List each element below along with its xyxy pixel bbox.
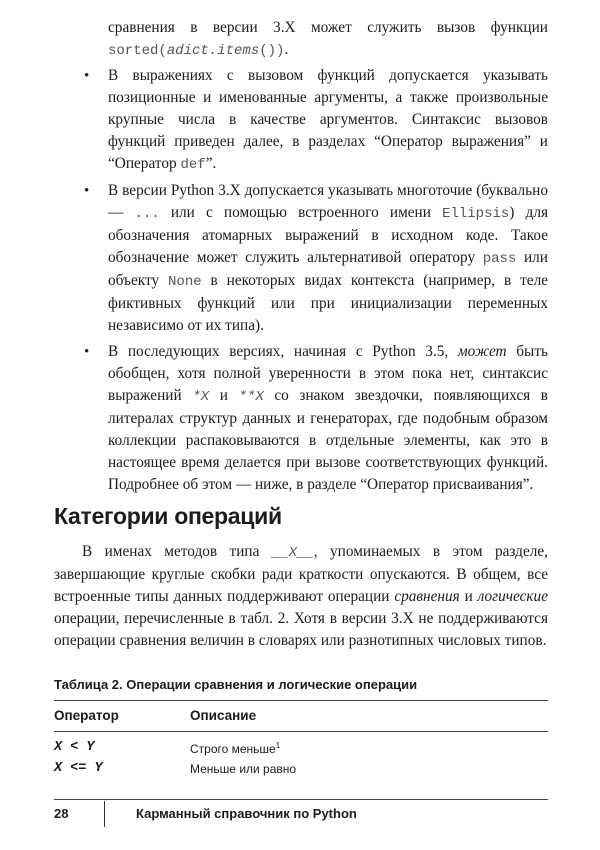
description-text: Меньше или равно — [190, 762, 297, 776]
footnote-marker: 1 — [275, 741, 281, 750]
bullet-item-call-args — [84, 65, 548, 176]
bullet-item-ellipsis — [84, 180, 548, 337]
table-row-operator: X < Y — [54, 740, 95, 755]
code-star-x: *X — [192, 389, 210, 405]
emphasis-comparison: сравнения — [394, 588, 460, 605]
section-heading: Категории операций — [54, 503, 282, 529]
para-text: В именах методов типа — [82, 543, 272, 560]
bullet-icon: • — [84, 68, 90, 84]
code-sorted: sorted( — [108, 43, 167, 59]
bullet-text: ”. — [205, 155, 217, 172]
code-double-star-x: **X — [238, 389, 264, 405]
code-none: None — [168, 274, 202, 290]
bullet-text: В выражениях с вызовом функций допускается указывать позиционные и именованные аргументы, а также произвольные крупные числа в качестве аргументов. Синтаксис вызовов функций приведен далее, в разделах “Оператор выражения” и “Оператор — [108, 67, 548, 172]
bullet-text: или объекту — [108, 249, 548, 289]
bullet-text: и — [209, 387, 239, 404]
bullet-item-star-syntax — [84, 341, 549, 496]
bullet-text: В версии Python 3.X допускается указывать многоточие (буквально — — [108, 182, 548, 221]
code-dunder-x: __X__ — [271, 545, 314, 561]
para-text: и — [459, 588, 478, 605]
emphasis-logical: логические — [477, 588, 548, 605]
table-header-description: Описание — [190, 708, 257, 723]
section-paragraph — [54, 541, 548, 652]
bullet-text: в некоторых видах контекста (например, в теле фиктивных функций или при инициализации переменных независимо от их типа). — [108, 272, 548, 334]
code-pass: pass — [482, 251, 517, 267]
description-text: Строго меньше — [190, 742, 276, 756]
bullet-text: ) для обозначения атомарных выражений в исходном коде. Такое обозначение может служить альтернативой оператору — [108, 204, 548, 266]
table-header-rule — [54, 731, 548, 732]
table-row-description — [190, 762, 296, 776]
para-text: операции, перечисленные в табл. 2. Хотя в версии 3.X не поддерживаются операции сравнения величин в словарях или разнотипных числовых типов. — [54, 610, 548, 649]
intro-text: сравнения в версии 3.X может служить вызов функции — [108, 19, 548, 36]
table-header-operator: Оператор — [54, 708, 119, 723]
bullet-text: со знаком звездочки, появляющихся в литералах структур данных и генераторах, где подобным образом коллекции распаковываются в отдельные элементы, как это в настоящее время делается при вызове соответствующих функций. Подробнее об этом — ниже, в разделе “Оператор присваивания”. — [108, 387, 549, 493]
bullet-text: или с помощью встроенного имени — [159, 204, 443, 221]
intro-end: . — [284, 41, 289, 58]
footer-separator — [104, 801, 105, 827]
table-row-operator: X <= Y — [54, 761, 103, 776]
para-text: , упоминаемых в этом разделе, завершающие круглые скобки ради краткости опускаются. В общем, все встроенные типы данных поддерживают операции — [54, 543, 548, 605]
bullet-text: В последующих версиях, начиная с Python 3.5, — [108, 343, 458, 360]
footer-rule — [54, 799, 548, 800]
code-def: def — [180, 157, 206, 173]
bullet-icon: • — [84, 344, 90, 360]
table-caption: Таблица 2. Операции сравнения и логические операции — [54, 677, 418, 692]
table-top-rule — [54, 700, 548, 701]
code-adict-items: adict.items — [166, 43, 260, 59]
emphasis-may: может — [457, 343, 507, 360]
intro-paragraph — [108, 17, 548, 62]
table-row-description — [190, 741, 280, 756]
bullet-icon: • — [84, 183, 90, 199]
bullet-list — [84, 65, 549, 496]
bullet-text: быть обобщен, хотя полной уверенности в этом пока нет, синтаксис выражений — [108, 343, 548, 404]
page-number: 28 — [54, 806, 69, 821]
code-parens: ()) — [259, 43, 285, 59]
running-title: Карманный справочник по Python — [136, 806, 357, 821]
code-dots: ... — [134, 206, 160, 222]
code-ellipsis: Ellipsis — [442, 206, 510, 222]
